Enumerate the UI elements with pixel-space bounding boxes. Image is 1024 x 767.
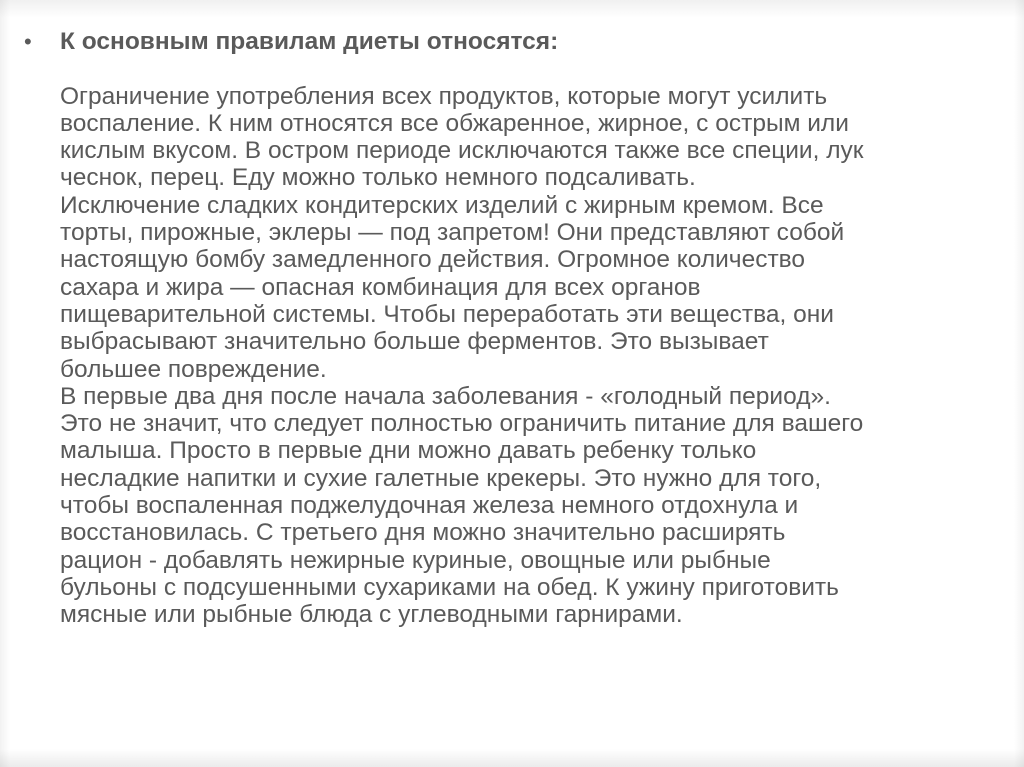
- slide-shadow-right: [1014, 0, 1024, 767]
- body-line: пищеварительной системы. Чтобы переработать эти вещества, они: [60, 300, 834, 328]
- body-line: настоящую бомбу замедленного действия. Огромное количество: [60, 246, 806, 274]
- body-line: большее повреждение.: [60, 355, 327, 383]
- body-line: воспаление. К ним относятся все обжаренное, жирное, с острым или: [60, 109, 849, 137]
- body-line: Это не значит, что следует полностью ограничить питание для вашего: [60, 410, 864, 438]
- body-line: рацион - добавлять нежирные куриные, овощные или рыбные: [60, 546, 771, 574]
- slide-shadow-left: [0, 0, 10, 767]
- bullet-marker: •: [24, 29, 32, 54]
- body-line: восстановилась. С третьего дня можно значительно расширять: [60, 519, 786, 547]
- body-line: торты, пирожные, эклеры — под запретом! Они представляют собой: [60, 219, 845, 247]
- body-line: выбрасывают значительно больше ферментов. Это вызывает: [60, 328, 769, 356]
- slide-content: [24, 28, 1009, 629]
- body-line: В первые два дня после начала заболевания - «голодный период».: [60, 382, 831, 410]
- bullet-heading: К основным правилам диеты относятся:: [60, 28, 559, 55]
- body-line: бульоны с подсушенными сухариками на обед. К ужину приготовить: [60, 573, 839, 601]
- body-line: чтобы воспаленная поджелудочная железа немного отдохнула и: [60, 492, 799, 520]
- body-line: чеснок, перец. Еду можно только немного подсаливать.: [60, 164, 696, 192]
- body-line: кислым вкусом. В остром периоде исключаются также все специи, лук: [60, 137, 864, 165]
- bullet-body: [60, 83, 1009, 629]
- body-line: Исключение сладких кондитерских изделий с жирным кремом. Все: [60, 191, 824, 219]
- body-line: мясные или рыбные блюда с углеводными гарнирами.: [60, 601, 683, 629]
- bullet-item: [24, 28, 1009, 55]
- slide-shadow-top: [0, 0, 1024, 18]
- body-line: несладкие напитки и сухие галетные крекеры. Это нужно для того,: [60, 464, 822, 492]
- body-line: Ограничение употребления всех продуктов, которые могут усилить: [60, 82, 828, 110]
- body-line: малыша. Просто в первые дни можно давать ребенку только: [60, 437, 757, 465]
- slide-shadow-bottom: [0, 749, 1024, 767]
- body-line: сахара и жира — опасная комбинация для всех органов: [60, 273, 701, 301]
